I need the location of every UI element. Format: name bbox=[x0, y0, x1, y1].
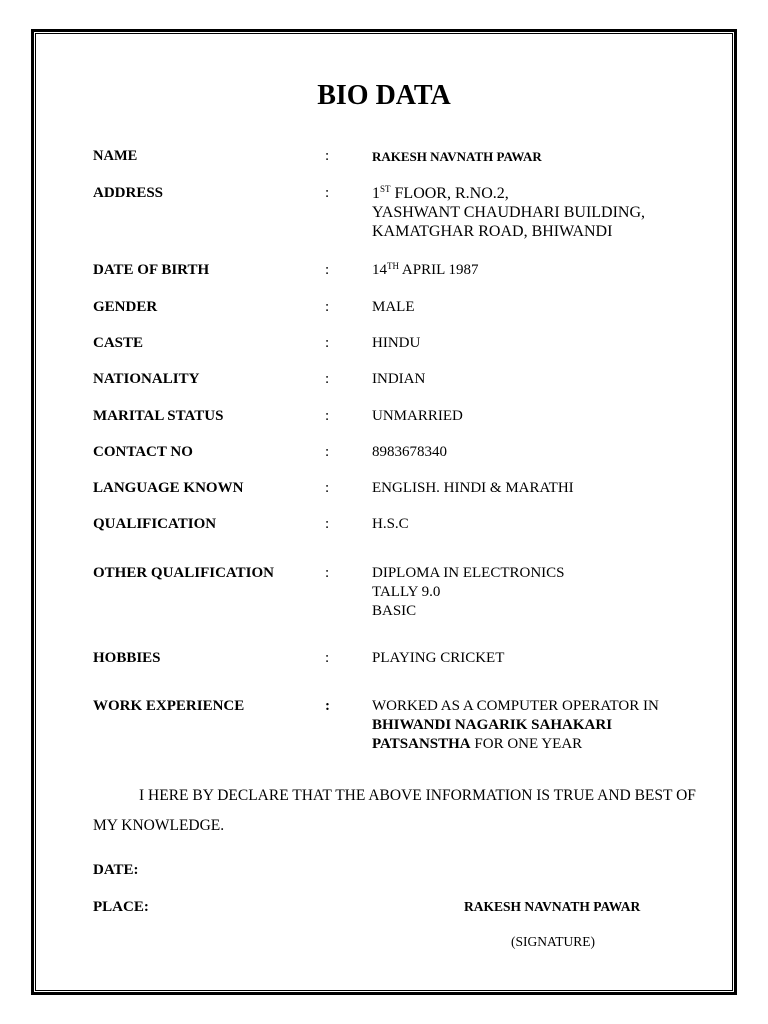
dob-label: DATE OF BIRTH bbox=[93, 262, 210, 278]
hobbies-separator: : bbox=[325, 650, 330, 666]
name-value: RAKESH NAVNATH PAWAR bbox=[372, 149, 542, 164]
contact-label: CONTACT NO bbox=[93, 444, 193, 460]
other-qualification-separator: : bbox=[325, 565, 330, 581]
other-qualification-label: OTHER QUALIFICATION bbox=[93, 565, 274, 581]
name-separator: : bbox=[325, 148, 330, 164]
address-line1: 1ST FLOOR, R.NO.2, bbox=[372, 184, 509, 202]
signature-caption: (SIGNATURE) bbox=[511, 934, 595, 949]
language-separator: : bbox=[325, 480, 330, 496]
hobbies-label: HOBBIES bbox=[93, 650, 161, 666]
other-qualification-value bbox=[372, 564, 565, 621]
page-title: BIO DATA bbox=[317, 80, 451, 111]
qualification-value: H.S.C bbox=[372, 516, 409, 532]
language-label: LANGUAGE KNOWN bbox=[93, 480, 244, 496]
gender-label: GENDER bbox=[93, 299, 158, 315]
signature-name: RAKESH NAVNATH PAWAR bbox=[464, 899, 641, 914]
other-qualification-item: BASIC bbox=[372, 603, 417, 619]
work-value bbox=[372, 697, 659, 754]
caste-separator: : bbox=[325, 335, 330, 351]
contact-separator: : bbox=[325, 444, 330, 460]
address-label: ADDRESS bbox=[93, 185, 164, 201]
address-line3: KAMATGHAR ROAD, BHIWANDI bbox=[372, 223, 613, 240]
page-border-inner bbox=[35, 33, 733, 991]
declaration-text: I HERE BY DECLARE THAT THE ABOVE INFORMATION IS TRUE AND BEST OF MY KNOWLEDGE. bbox=[93, 787, 696, 834]
name-label: NAME bbox=[93, 148, 138, 164]
work-label: WORK EXPERIENCE bbox=[93, 698, 245, 714]
nationality-value: INDIAN bbox=[372, 371, 426, 387]
gender-value: MALE bbox=[372, 299, 415, 315]
marital-label: MARITAL STATUS bbox=[93, 408, 224, 424]
caste-label: CASTE bbox=[93, 335, 144, 351]
work-line1: WORKED AS A COMPUTER OPERATOR IN bbox=[372, 698, 659, 714]
qualification-label: QUALIFICATION bbox=[93, 516, 217, 532]
other-qualification-item: TALLY 9.0 bbox=[372, 584, 441, 600]
language-value: ENGLISH. HINDI & MARATHI bbox=[372, 480, 574, 496]
date-label: DATE: bbox=[93, 862, 139, 878]
nationality-label: NATIONALITY bbox=[93, 371, 200, 387]
address-separator: : bbox=[325, 185, 330, 201]
address-value bbox=[372, 184, 645, 241]
dob-value: 14TH APRIL 1987 bbox=[372, 261, 479, 278]
place-label: PLACE: bbox=[93, 899, 149, 915]
work-line3: PATSANSTHA FOR ONE YEAR bbox=[372, 736, 583, 752]
work-line2: BHIWANDI NAGARIK SAHAKARI bbox=[372, 717, 613, 733]
nationality-separator: : bbox=[325, 371, 330, 387]
contact-value: 8983678340 bbox=[372, 444, 447, 460]
marital-separator: : bbox=[325, 408, 330, 424]
caste-value: HINDU bbox=[372, 335, 421, 351]
marital-value: UNMARRIED bbox=[372, 408, 463, 424]
other-qualification-item: DIPLOMA IN ELECTRONICS bbox=[372, 565, 565, 581]
gender-separator: : bbox=[325, 299, 330, 315]
qualification-separator: : bbox=[325, 516, 330, 532]
work-separator: : bbox=[325, 698, 330, 714]
dob-separator: : bbox=[325, 262, 330, 278]
address-line2: YASHWANT CHAUDHARI BUILDING, bbox=[372, 204, 646, 221]
hobbies-value: PLAYING CRICKET bbox=[372, 650, 505, 666]
